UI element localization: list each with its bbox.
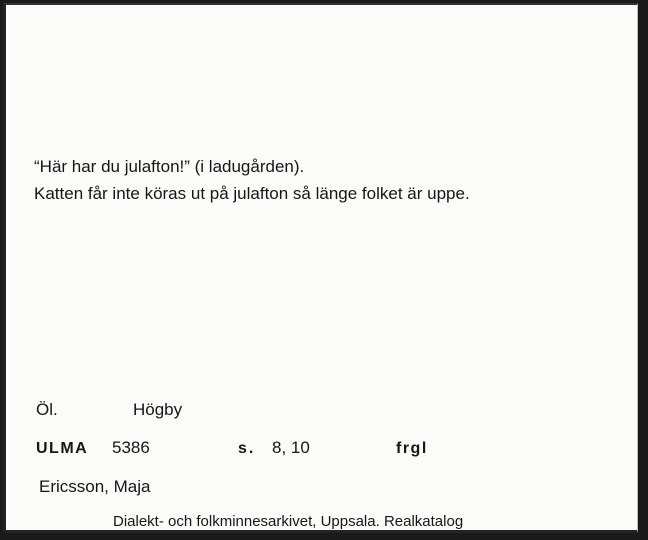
informant-name: Ericsson, Maja	[39, 477, 151, 496]
record-text-line-2: Katten får inte köras ut på julafton så länge folket är uppe.	[34, 184, 470, 203]
province-label: Öl.	[36, 400, 58, 419]
archive-label: ULMA	[36, 440, 89, 457]
type-code: frgl	[396, 440, 428, 457]
parish-label: Högby	[133, 400, 183, 419]
archive-footer: Dialekt- och folkminnesarkivet, Uppsala. Realkatalog	[113, 513, 464, 530]
archive-card	[3, 3, 638, 533]
record-text-line-1: “Här har du julafton!” (i ladugården).	[34, 157, 305, 176]
page-numbers: 8, 10	[272, 438, 310, 457]
page-label: s.	[238, 440, 256, 457]
archive-number: 5386	[112, 438, 150, 457]
